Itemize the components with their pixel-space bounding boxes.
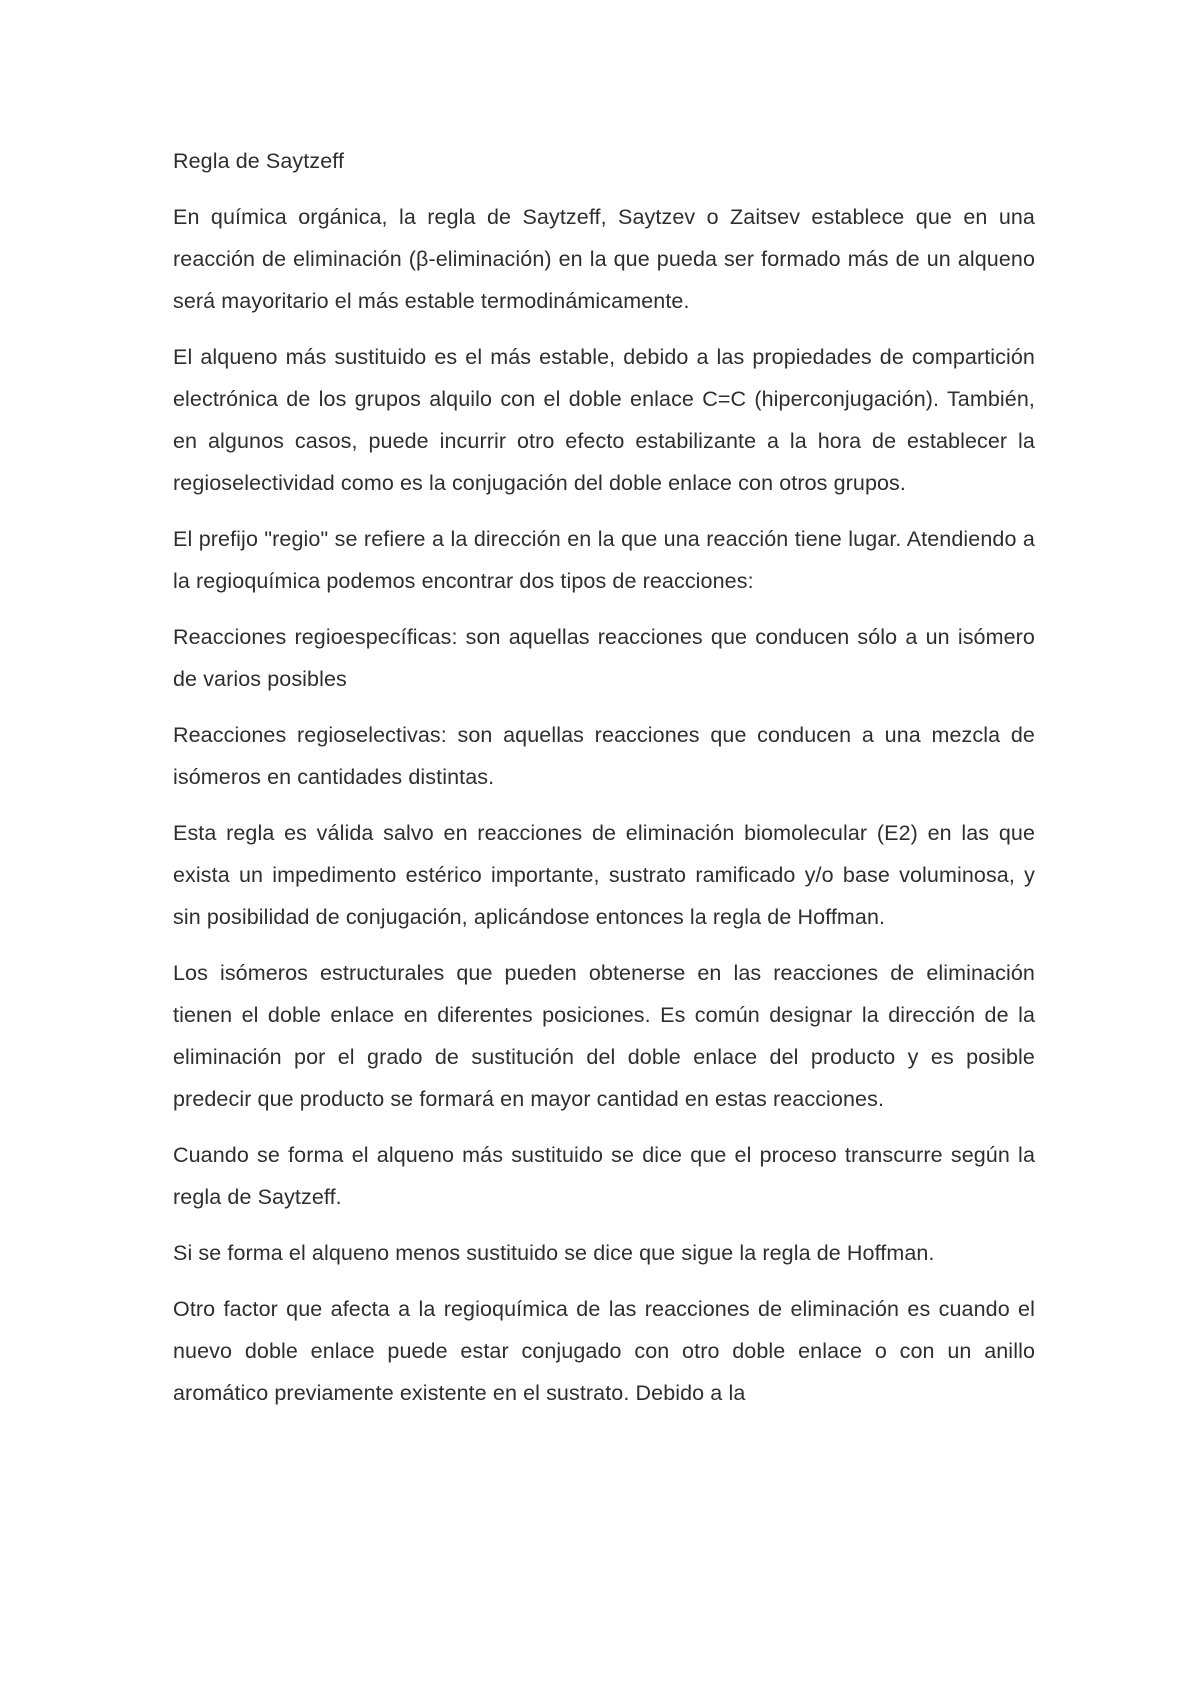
paragraph-saytzeff-case: Cuando se forma el alqueno más sustituido se dice que el proceso transcurre según la regla de Saytzeff.	[173, 1143, 1035, 1209]
paragraph-conjugation: Otro factor que afecta a la regioquímica de las reacciones de eliminación es cuando el nuevo doble enlace puede estar conjugado con otro doble enlace o con un anillo aromático previamente existente en el sustrato. Debido a la	[173, 1297, 1035, 1405]
document-page	[173, 140, 1035, 1428]
paragraph-validity: Esta regla es válida salvo en reacciones de eliminación biomolecular (E2) en las que exista un impedimento estérico importante, sustrato ramificado y/o base voluminosa, y sin posibilidad de conjugación, aplicándose entonces la regla de Hoffman.	[173, 821, 1035, 929]
paragraph-stability: El alqueno más sustituido es el más estable, debido a las propiedades de compartición electrónica de los grupos alquilo con el doble enlace C=C (hiperconjugación). También, en algunos casos, puede incurrir otro efecto estabilizante a la hora de establecer la regioselectividad como es la conjugación del doble enlace con otros grupos.	[173, 345, 1035, 495]
paragraph-regio-prefix: El prefijo "regio" se refiere a la dirección en la que una reacción tiene lugar. Atendiendo a la regioquímica podemos encontrar dos tipos de reacciones:	[173, 527, 1035, 593]
paragraph-isomers: Los isómeros estructurales que pueden obtenerse en las reacciones de eliminación tienen el doble enlace en diferentes posiciones. Es común designar la dirección de la eliminación por el grado de sustitución del doble enlace del producto y es posible predecir que producto se formará en mayor cantidad en estas reacciones.	[173, 961, 1035, 1111]
paragraph-regioselective: Reacciones regioselectivas: son aquellas reacciones que conducen a una mezcla de isómeros en cantidades distintas.	[173, 723, 1035, 789]
document-title: Regla de Saytzeff	[173, 149, 345, 173]
paragraph-regiospecific: Reacciones regioespecíficas: son aquellas reacciones que conducen sólo a un isómero de varios posibles	[173, 625, 1035, 691]
paragraph-hoffman-case: Si se forma el alqueno menos sustituido se dice que sigue la regla de Hoffman.	[173, 1241, 935, 1265]
paragraph-intro: En química orgánica, la regla de Saytzeff, Saytzev o Zaitsev establece que en una reacción de eliminación (β-eliminación) en la que pueda ser formado más de un alqueno será mayoritario el más estable termodinámicamente.	[173, 205, 1035, 313]
